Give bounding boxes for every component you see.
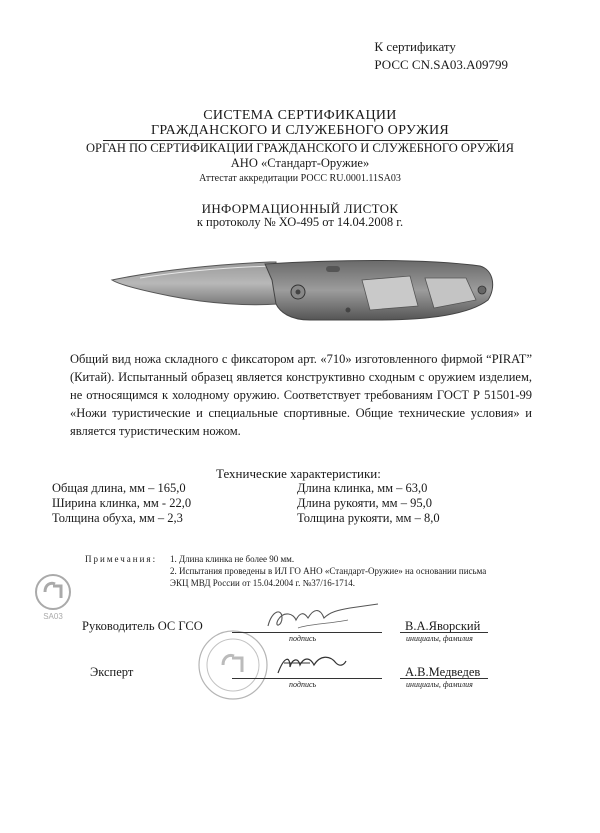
expert-name: А.В.Медведев	[405, 665, 481, 679]
knife-photo	[100, 250, 500, 340]
organization-stamp	[196, 628, 270, 702]
note-item: 2. Испытания проведены в ИЛ ГО АНО «Стандарт-Оружие» на основании письма	[170, 566, 487, 576]
certificate-ref-label: К сертификату	[374, 39, 456, 54]
name-line	[400, 678, 488, 679]
expert-label: Эксперт	[90, 665, 134, 679]
specs-title: Технические характеристики:	[216, 466, 381, 481]
head-signature	[238, 598, 388, 636]
certificate-number: РОСС CN.SA03.A09799	[374, 57, 508, 72]
system-title-line1: СИСТЕМА СЕРТИФИКАЦИИ	[203, 108, 397, 123]
head-name: В.А.Яворский	[405, 619, 481, 633]
spec-handle-thickness: Толщина рукояти, мм – 8,0	[297, 511, 440, 525]
name-caption: инициалы, фамилия	[406, 680, 473, 689]
note-item: ЭКЦ МВД России от 15.04.2004 г. №37/16-1714.	[170, 578, 355, 588]
notes-heading: Примечания:	[85, 554, 158, 564]
signature-caption: подпись	[289, 680, 317, 689]
name-caption: инициалы, фамилия	[406, 634, 473, 643]
organ-title-line2: АНО «Стандарт-Оружие»	[230, 156, 370, 170]
certificate-reference	[374, 38, 508, 74]
system-title-line2: ГРАЖДАНСКОГО И СЛУЖЕБНОГО ОРУЖИЯ	[150, 123, 450, 138]
expert-signature	[270, 649, 350, 681]
protocol-reference: к протоколу № ХО-495 от 14.04.2008 г.	[196, 215, 404, 229]
spec-spine-thickness: Толщина обуха, мм – 2,3	[52, 511, 183, 525]
signature-line	[232, 632, 382, 633]
organ-title-line1: ОРГАН ПО СЕРТИФИКАЦИИ ГРАЖДАНСКОГО И СЛУЖЕБНОГО ОРУЖИЯ	[86, 141, 514, 155]
spec-total-length: Общая длина, мм – 165,0	[52, 481, 186, 495]
accreditation-text: Аттестат аккредитации РОСС RU.0001.11SA03	[199, 173, 401, 184]
description-paragraph: Общий вид ножа складного с фиксатором арт. «710» изготовленного фирмой “PIRAT” (Китай). Испытанный образец является конструктивно сходным с оружием изделием, не относящимся к холодному оружию. Соответствует требованиям ГОСТ Р 51501-99 «Ножи туристические и специальные спортивные. Общие технические условия» и является туристическим ножом.	[70, 352, 532, 438]
seal-text: SA03	[43, 612, 63, 621]
spec-blade-width: Ширина клинка, мм - 22,0	[52, 496, 192, 510]
note-item: 1. Длина клинка не более 90 мм.	[170, 554, 295, 564]
spec-blade-length: Длина клинка, мм – 63,0	[297, 481, 428, 495]
head-label: Руководитель ОС ГСО	[82, 619, 203, 633]
document-title: ИНФОРМАЦИОННЫЙ ЛИСТОК	[201, 201, 399, 216]
signature-line	[232, 678, 382, 679]
knife-blade	[112, 262, 278, 305]
spec-handle-length: Длина рукояти, мм – 95,0	[297, 496, 432, 510]
certification-mark-seal	[29, 572, 77, 622]
signature-caption: подпись	[289, 634, 317, 643]
name-line	[400, 632, 488, 633]
